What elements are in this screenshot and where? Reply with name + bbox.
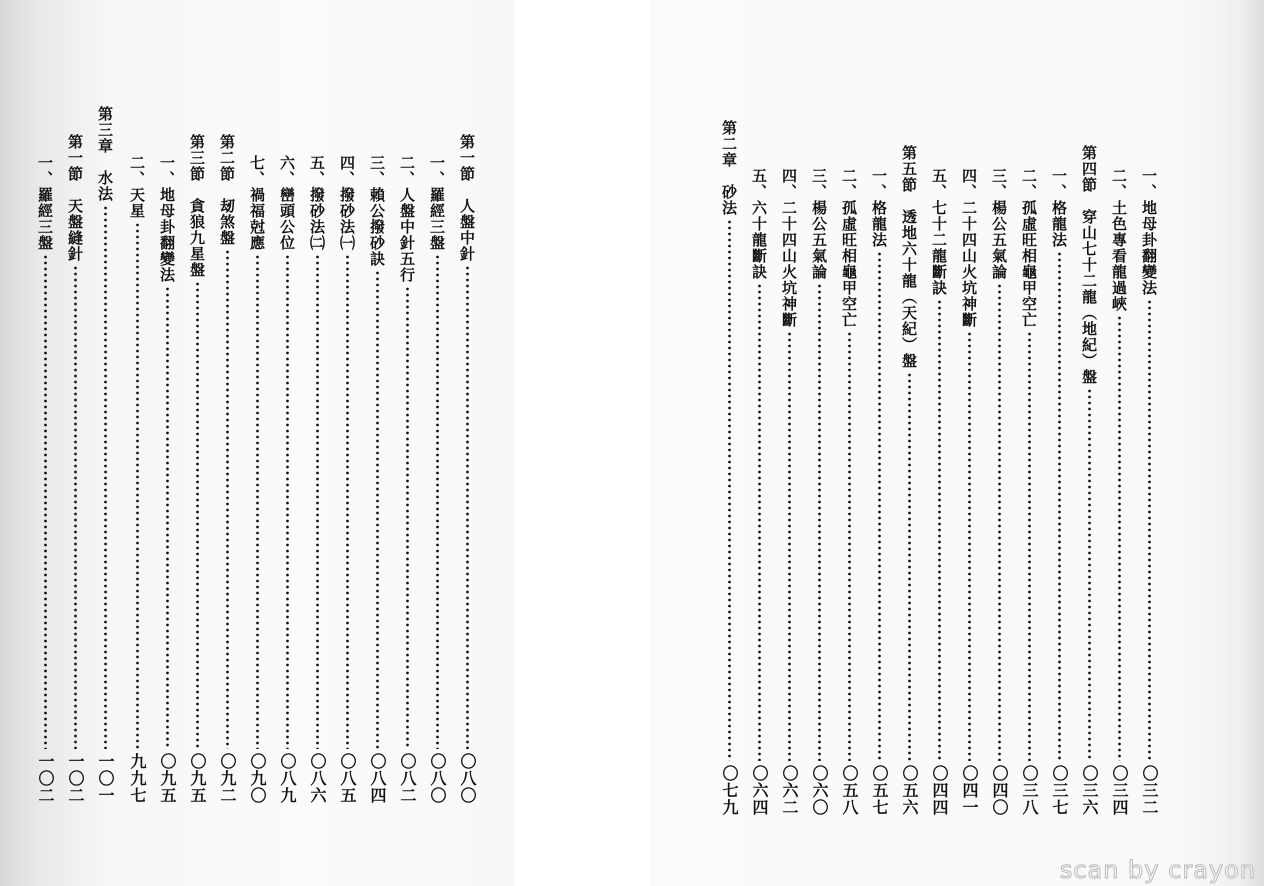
toc-page-number: 一〇一	[96, 753, 115, 804]
dot-leader	[1028, 331, 1031, 761]
toc-title: 第一節 天盤縫針	[66, 134, 84, 262]
dot-leader	[1118, 315, 1121, 761]
toc-title: 七、禍福尅應	[248, 155, 266, 251]
toc-title: 三、楊公五氣論	[810, 168, 828, 280]
toc-title: 四、撥砂法㈠	[338, 155, 356, 251]
dot-leader	[998, 283, 1001, 761]
toc-page-number: 〇三四	[1110, 765, 1129, 816]
toc-page-number: 〇八〇	[428, 753, 447, 804]
toc-title: 三、賴公撥砂訣	[368, 155, 386, 267]
toc-page-number: 〇四一	[960, 765, 979, 816]
toc-title: 一、羅經三盤	[428, 155, 446, 251]
toc-entry	[156, 155, 178, 804]
dot-leader	[728, 219, 731, 761]
toc-page-number: 〇八五	[338, 753, 357, 804]
dot-leader	[848, 331, 851, 761]
dot-leader	[908, 372, 911, 761]
toc-title: 二、土色專看龍過峽	[1110, 168, 1128, 312]
toc-title: 一、地母卦翻變法	[1140, 168, 1158, 296]
toc-title: 二、孤虛旺相龜甲空亡	[840, 168, 858, 328]
dot-leader	[346, 254, 349, 749]
toc-entry	[928, 168, 950, 816]
toc-title: 第二章 砂法	[720, 120, 738, 216]
toc-title: 第二節 刼煞盤	[218, 134, 236, 246]
toc-title: 一、羅經三盤	[36, 155, 54, 251]
toc-page-number: 〇九二	[218, 753, 237, 804]
dot-leader	[1148, 299, 1151, 761]
dot-leader	[256, 254, 259, 749]
toc-entry	[1138, 168, 1160, 816]
toc-page-number: 〇四〇	[990, 765, 1009, 816]
toc-page-number: 〇六二	[780, 765, 799, 816]
toc-title: 一、格龍法	[870, 168, 888, 248]
toc-entry	[1078, 145, 1100, 816]
toc-entry	[898, 145, 920, 816]
toc-entry	[988, 168, 1010, 816]
toc-entry	[366, 155, 388, 804]
dot-leader	[286, 254, 289, 749]
toc-page-number: 〇八六	[308, 753, 327, 804]
toc-page-number: 〇三七	[1050, 765, 1069, 816]
toc-page-number: 〇九五	[158, 753, 177, 804]
toc-title: 六、巒頭公位	[278, 155, 296, 251]
dot-leader	[226, 249, 229, 749]
scan-credit-watermark: scan by crayon	[1059, 856, 1256, 884]
dot-leader	[376, 270, 379, 749]
toc-page-number: 〇三六	[1080, 765, 1099, 816]
toc-page-number: 一〇二	[66, 753, 85, 804]
toc-title: 二、人盤中針五行	[398, 155, 416, 283]
toc-page-number: 〇九五	[188, 753, 207, 804]
toc-entry	[868, 168, 890, 816]
toc-entry	[306, 155, 328, 804]
toc-title: 一、地母卦翻變法	[158, 155, 176, 283]
toc-page-number: 〇八四	[368, 753, 387, 804]
toc-title: 四、二十四山火坑神斷	[960, 168, 978, 328]
dot-leader	[436, 254, 439, 749]
toc-entry	[1048, 168, 1070, 816]
toc-title: 二、天星	[128, 155, 146, 219]
toc-entry	[94, 106, 116, 804]
toc-entry	[838, 168, 860, 816]
toc-entry	[778, 168, 800, 816]
dot-leader	[878, 251, 881, 761]
dot-leader	[788, 331, 791, 761]
toc-entry	[126, 155, 148, 804]
toc-entry	[246, 155, 268, 804]
toc-page-number: 〇六四	[750, 765, 769, 816]
dot-leader	[196, 281, 199, 749]
toc-entry	[336, 155, 358, 804]
toc-entry	[426, 155, 448, 804]
toc-entry	[718, 120, 740, 816]
dot-leader	[466, 265, 469, 749]
dot-leader	[938, 299, 941, 761]
dot-leader	[74, 265, 77, 749]
dot-leader	[1058, 251, 1061, 761]
dot-leader	[316, 254, 319, 749]
toc-title: 一、格龍法	[1050, 168, 1068, 248]
toc-page-number: 〇八九	[278, 753, 297, 804]
toc-entry	[1018, 168, 1040, 816]
toc-title: 第一節 人盤中針	[458, 134, 476, 262]
left-page	[0, 0, 514, 886]
toc-entry	[748, 168, 770, 816]
toc-title: 第五節 透地六十龍（天紀）盤	[900, 145, 918, 369]
toc-title: 第三節 貪狼九星盤	[188, 134, 206, 278]
toc-page-number: 〇八二	[398, 753, 417, 804]
toc-page-number: 〇七九	[720, 765, 739, 816]
toc-entry	[396, 155, 418, 804]
toc-page-number: 〇五六	[900, 765, 919, 816]
toc-title: 三、楊公五氣論	[990, 168, 1008, 280]
toc-page-number: 〇六〇	[810, 765, 829, 816]
toc-title: 五、撥砂法㈡	[308, 155, 326, 251]
toc-title: 第三章 水法	[96, 106, 114, 202]
right-page	[650, 0, 1264, 886]
dot-leader	[968, 331, 971, 761]
toc-page-number: 〇三二	[1140, 765, 1159, 816]
toc-page-number: 〇五八	[840, 765, 859, 816]
toc-title: 四、二十四山火坑神斷	[780, 168, 798, 328]
toc-entry	[808, 168, 830, 816]
toc-title: 五、六十龍斷訣	[750, 168, 768, 280]
toc-entry	[34, 155, 56, 804]
dot-leader	[104, 205, 107, 749]
toc-entry	[64, 134, 86, 804]
dot-leader	[818, 283, 821, 761]
toc-page-number: 〇八〇	[458, 753, 477, 804]
dot-leader	[136, 222, 139, 749]
toc-entry	[276, 155, 298, 804]
toc-entry	[216, 134, 238, 804]
toc-title: 第四節 穿山七十二龍（地紀）盤	[1080, 145, 1098, 385]
toc-page-number: 〇五七	[870, 765, 889, 816]
toc-page-number: 〇三八	[1020, 765, 1039, 816]
toc-entry	[186, 134, 208, 804]
dot-leader	[758, 283, 761, 761]
toc-page-number: 〇九〇	[248, 753, 267, 804]
toc-page-number: 九九七	[128, 753, 147, 804]
toc-entry	[456, 134, 478, 804]
dot-leader	[406, 286, 409, 749]
toc-page-number: 〇四四	[930, 765, 949, 816]
toc-title: 五、七十二龍斷訣	[930, 168, 948, 296]
toc-page-number: 一〇二	[36, 753, 55, 804]
dot-leader	[166, 286, 169, 749]
toc-entry	[958, 168, 980, 816]
dot-leader	[1088, 388, 1091, 761]
toc-title: 二、孤虛旺相龜甲空亡	[1020, 168, 1038, 328]
dot-leader	[44, 254, 47, 749]
toc-entry	[1108, 168, 1130, 816]
